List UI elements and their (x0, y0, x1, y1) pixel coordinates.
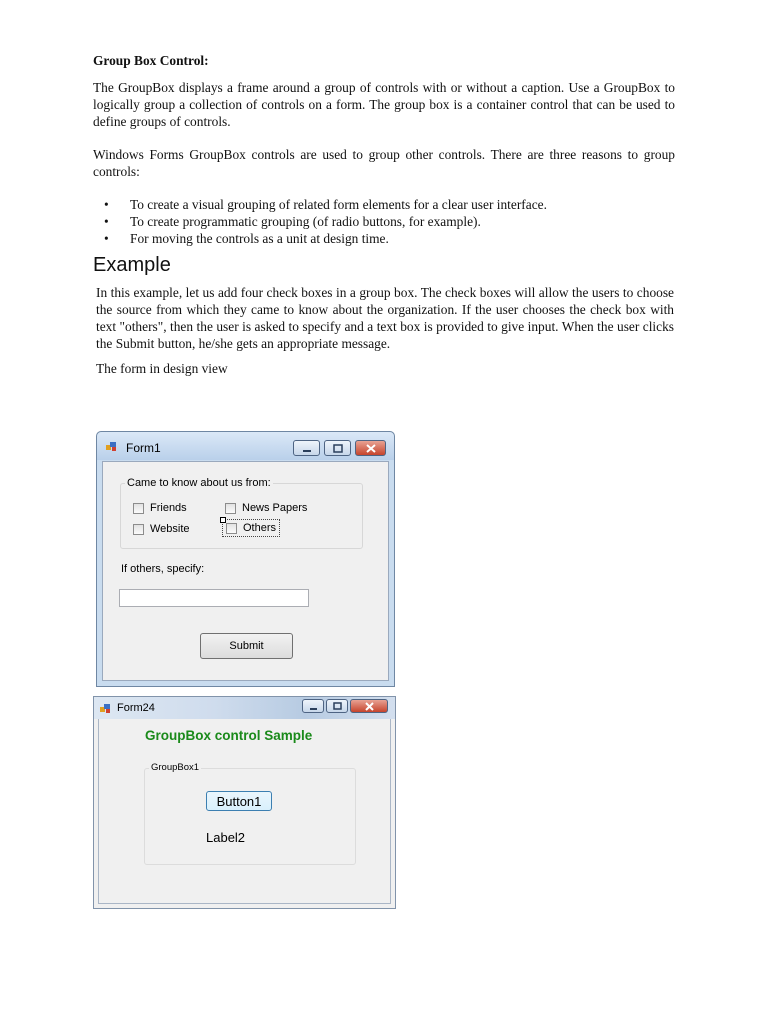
list-item-text: To create programmatic grouping (of radio buttons, for example). (130, 214, 481, 229)
checkbox-label: News Papers (242, 502, 308, 514)
label2: Label2 (206, 830, 246, 845)
close-button[interactable] (350, 699, 388, 713)
close-icon (356, 441, 387, 457)
form1-titlebar[interactable] (97, 432, 394, 460)
form1-client-area (102, 461, 389, 681)
selection-handle[interactable] (220, 517, 226, 523)
list-item (93, 213, 675, 230)
maximize-button[interactable] (326, 699, 348, 713)
others-checkbox[interactable] (222, 519, 280, 537)
checkbox-box[interactable] (133, 524, 144, 535)
button1[interactable]: Button1 (206, 791, 272, 811)
document-body (93, 52, 675, 377)
minimize-button[interactable] (293, 440, 320, 456)
form1-title: Form1 (126, 441, 161, 455)
form24-titlebar[interactable] (94, 697, 395, 719)
example-heading: Example (93, 254, 171, 276)
specify-label: If others, specify: (121, 563, 205, 575)
maximize-icon (327, 700, 349, 714)
checkbox-label: Website (150, 523, 190, 535)
minimize-icon (303, 700, 325, 714)
form24-window (93, 696, 396, 909)
checkbox-box[interactable] (226, 523, 237, 534)
list-item-text: To create a visual grouping of related form elements for a clear user interface. (130, 197, 547, 212)
section-heading: Group Box Control: (93, 53, 209, 68)
groupbox1 (144, 768, 356, 865)
groupbox1-label: GroupBox1 (151, 762, 200, 773)
form1-window (96, 431, 395, 687)
form-app-icon (100, 704, 111, 713)
form24-client-area (98, 719, 391, 904)
close-icon (351, 700, 389, 714)
minimize-icon (294, 441, 321, 457)
bullet-icon: • (104, 231, 109, 246)
reasons-list (93, 196, 675, 247)
checkbox-box[interactable] (225, 503, 236, 514)
list-item-text: For moving the controls as a unit at design time. (130, 231, 389, 246)
bullet-icon: • (104, 214, 109, 229)
list-item (93, 196, 675, 213)
bullet-icon: • (104, 197, 109, 212)
maximize-icon (325, 441, 352, 457)
checkbox-box[interactable] (133, 503, 144, 514)
checkbox-label: Friends (150, 502, 187, 514)
figure-caption: The form in design view (96, 361, 228, 376)
submit-button[interactable]: Submit (200, 633, 293, 659)
checkbox-label: Others (243, 522, 277, 534)
form-app-icon (106, 442, 117, 451)
list-item (93, 230, 675, 247)
close-button[interactable] (355, 440, 386, 456)
minimize-button[interactable] (302, 699, 324, 713)
maximize-button[interactable] (324, 440, 351, 456)
groupbox-reasons-intro: Windows Forms GroupBox controls are used to group other controls. There are three reasons to group controls: (93, 147, 675, 179)
sample-heading: GroupBox control Sample (145, 728, 313, 743)
groupbox-description: The GroupBox displays a frame around a group of controls with or without a caption. Use a GroupBox to logically group a collection of controls on a form. The group box is a container control that can be used to define groups of controls. (93, 80, 675, 129)
friends-checkbox[interactable] (133, 502, 187, 514)
form24-title: Form24 (117, 702, 155, 714)
website-checkbox[interactable] (133, 523, 190, 535)
source-groupbox (120, 483, 363, 549)
newspapers-checkbox[interactable] (225, 502, 307, 514)
example-description: In this example, let us add four check boxes in a group box. The check boxes will allow the users to choose the source from which they came to know about the organization. If the user chooses the check box with text "others", then the user is asked to specify and a text box is provided to give input. When the user clicks the Submit button, he/she gets an appropriate message. (96, 285, 674, 351)
others-textbox[interactable] (119, 589, 309, 607)
source-groupbox-label: Came to know about us from: (127, 477, 271, 489)
